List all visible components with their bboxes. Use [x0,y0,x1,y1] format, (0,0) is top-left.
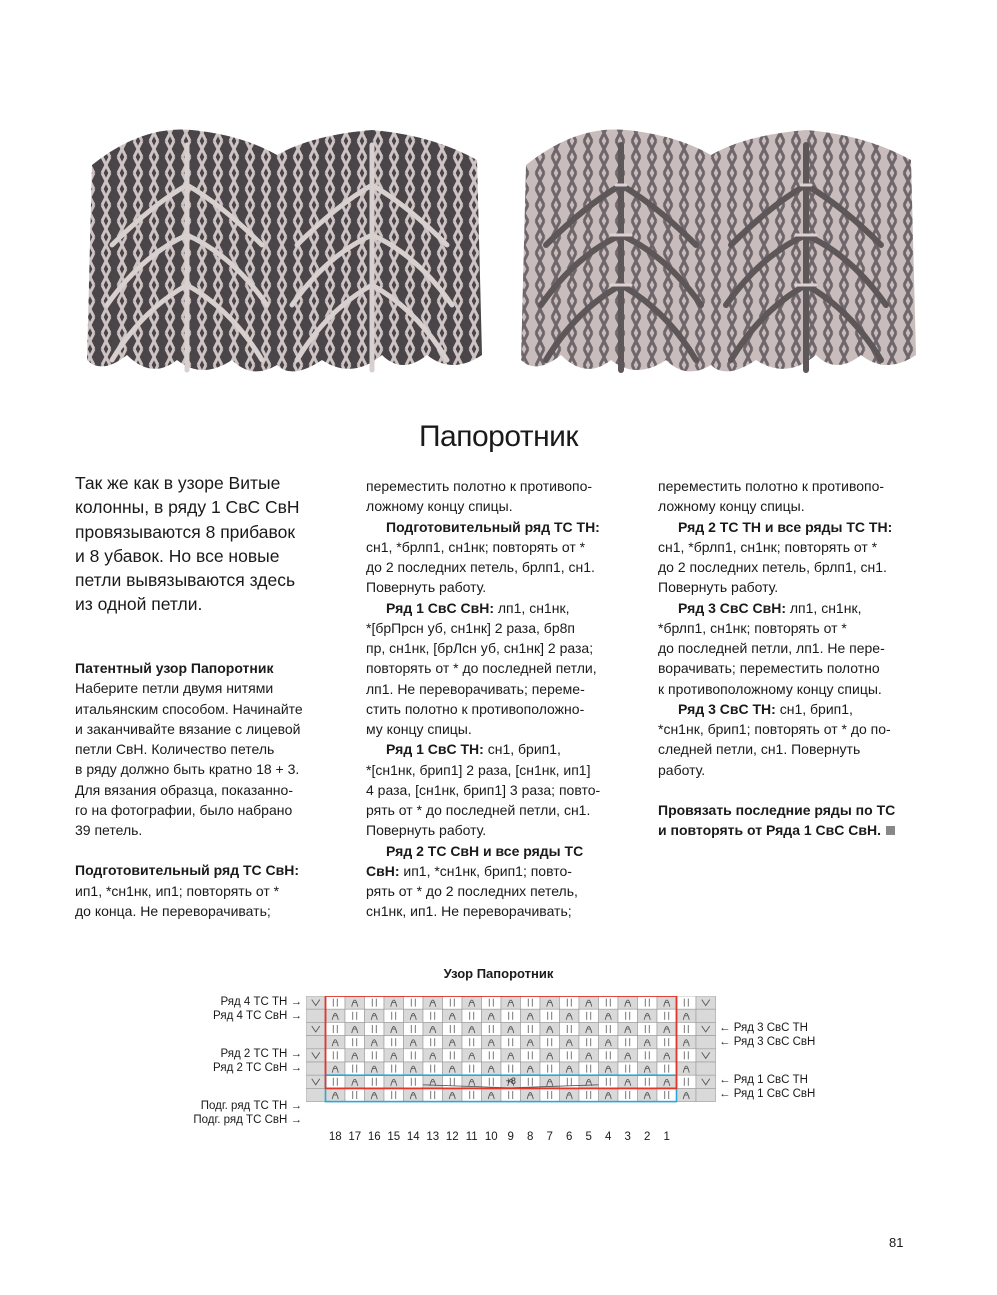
swatch-photo-left [82,125,490,390]
chart-cell [365,1022,385,1035]
chart-cell [443,996,463,1009]
chart-cell [599,1022,619,1035]
chart-cell [677,1022,697,1035]
chart-cell [443,1049,463,1062]
row-label: Ряд 2 ТС ТН → [220,1048,302,1060]
chart-cell [579,1062,599,1075]
chart-cell [404,1075,424,1088]
chart-cell [521,1075,541,1088]
intro-text: Так же как в узоре Витые колонны, в ряду 1 СвС СвН провязываются 8 прибавок и 8 убавок. Но все новые петли вывязываются здесь из одной петли. [75,473,300,615]
chart-cell [423,1009,443,1022]
chart-cell [326,1049,346,1062]
chart-cell [696,996,716,1009]
row-label: Подг. ряд ТС СвН → [193,1114,302,1126]
swatch-photo-right [516,125,924,390]
chart-cell [306,1022,326,1035]
chart-cell [365,1049,385,1062]
chart-cell [657,1062,677,1075]
chart-cell [599,996,619,1009]
row-label: ← Ряд 1 СвС СвН [719,1088,816,1100]
chart-cell [306,1009,326,1022]
chart-cell [638,1022,658,1035]
chart-cell [462,1062,482,1075]
chart-cell [306,1062,326,1075]
step-heading: Подготовительный ряд ТС ТН: [386,518,600,535]
chart-cell [423,1088,443,1101]
row-label: ← Ряд 3 СвС СвН [719,1036,816,1048]
column-number: 16 [367,1131,381,1143]
chart-cell [423,1036,443,1049]
chart-cell [638,1075,658,1088]
row-label: Ряд 2 ТС СвН → [213,1062,302,1074]
column-number: 7 [546,1131,553,1143]
chart-cell [482,1075,502,1088]
column-number: 13 [426,1131,440,1143]
chart-cell [696,1088,716,1101]
chart-cell [423,1062,443,1075]
step-heading: Ряд 2 ТС ТН и все ряды ТС ТН: [678,518,893,535]
chart-cell [501,1036,521,1049]
chart-cell [579,1088,599,1101]
stitch-chart [306,996,716,1128]
step-heading: Ряд 1 СвС СвН: [386,599,494,616]
chart-cell [657,1036,677,1049]
chart-cell [306,1036,326,1049]
column-number: 5 [585,1131,592,1143]
chart-cell [345,1009,365,1022]
column-number: 8 [527,1131,534,1143]
chart-cell [345,1062,365,1075]
column-number: 10 [484,1131,498,1143]
row-label: Подг. ряд ТС ТН → [200,1100,302,1112]
chart-cell [462,1088,482,1101]
column-number: 18 [328,1131,342,1143]
column-number: 17 [348,1131,362,1143]
chart-cell [326,996,346,1009]
chart-cell [501,1009,521,1022]
chart-cell [657,1009,677,1022]
chart-cell [404,996,424,1009]
chart-cell [306,1049,326,1062]
chart-cell [540,1062,560,1075]
chart-cell [482,1049,502,1062]
chart-cell [696,1062,716,1075]
chart-cell [365,1075,385,1088]
step-heading: Ряд 3 СвС СвН: [678,599,786,616]
chart-cell [384,1088,404,1101]
chart-cell [521,1022,541,1035]
instructions-column-2: переместить полотно к противопо- ложному концу спицы. Подготовительный ряд ТС ТН: сн1, *брлп1, сн1нк; повторять от * до 2 последних петель, брлп1, сн1. Повернуть работу. Ряд 1 СвС СвН: лп1, сн1нк, *[брПрсн уб, сн1нк] 2 раза, бр8п пр, сн1нк, [брЛсн уб, сн1нк] 2 раза; повторять от * до последней петли, лп1. Не переворачивать; переме- стить полотно к противоположно- му концу спицы. Ряд 1 СвС ТН: сн1, брип1, *[сн1нк, брип1] 2 раза, [сн1нк, ип1] 4 раза, [сн1нк, брип1] 3 раза; повто- рять от * до последней петли, сн1. Повернуть работу. Ряд 2 ТС СвН и все ряды ТС СвН: ип1, *сн1нк, брип1; повто- рять от * до 2 последних петель, сн1нк, ип1. Не переворачивать; [366,478,601,920]
step-heading: Подготовительный ряд ТС СвН: [75,862,300,879]
chart-cell [482,996,502,1009]
column-number: 14 [406,1131,420,1143]
chart-cell [696,1049,716,1062]
row-label: Ряд 4 ТС СвН → [213,1010,302,1022]
row-label: Ряд 4 ТС ТН → [220,996,302,1008]
chart-cell [326,1022,346,1035]
chart-cell [599,1049,619,1062]
chart-cell [404,1049,424,1062]
chart-cell [677,1075,697,1088]
chart-title: Узор Папоротник [443,966,554,981]
chart-cell [521,996,541,1009]
chart-cell [696,1036,716,1049]
chart-cell [365,996,385,1009]
chart-cell [384,1036,404,1049]
chart-cell [482,1022,502,1035]
chart-cell [501,1088,521,1101]
step-heading: Ряд 3 СвС ТН: [678,700,776,717]
chart-cell [579,1036,599,1049]
increase-label: +8 [505,1075,516,1086]
chart-cell [306,1075,326,1088]
chart-cell [696,1075,716,1088]
final-instruction: Провязать последние ряды по ТС [658,801,896,818]
chart-cell [345,1036,365,1049]
chart-cell [462,1009,482,1022]
chart-cell [696,1009,716,1022]
page-number: 81 [889,1235,904,1250]
column-number: 1 [663,1131,670,1143]
instructions-column-1: Патентный узор Папоротник Наберите петли двумя нитями итальянским способом. Начинайте и заканчивайте вязание с лицевой петли СвН. Количество петель в ряду должно быть кратно 18 + 3. Для вязания образца, показанно- го на фотографии, было набрано 39 петель. Подготовительный ряд ТС СвН: ип1, *сн1нк, ип1; повторять от * до конца. Не переворачивать; [75,660,303,919]
chart-cell [657,1088,677,1101]
chart-cell [306,1088,326,1101]
chart-cell [521,1049,541,1062]
row-label: ← Ряд 1 СвС ТН [719,1074,808,1086]
chart-cell [540,1009,560,1022]
chart-cell [677,1049,697,1062]
page-title: Папоротник [418,420,579,453]
chart-cell [560,996,580,1009]
column-number: 15 [387,1131,401,1143]
column-number: 11 [465,1131,478,1143]
chart-cell [696,1022,716,1035]
instructions-column-3: переместить полотно к противопо- ложному концу спицы. Ряд 2 ТС ТН и все ряды ТС ТН: сн1, *брлп1, сн1нк; повторять от * до 2 последних петель, брлп1, сн1. Повернуть работу. Ряд 3 СвС СвН: лп1, сн1нк, *брлп1, сн1нк; повторять от * до последней петли, лп1. Не пере- ворачивать; переместить полотно к противоположному концу спицы. Ряд 3 СвС ТН: сн1, брип1, *сн1нк, брип1; повторять от * до по- следней петли, сн1. Повернуть работу. Провязать последние ряды по ТС и повторять от Ряда 1 СвС СвН. [658,478,896,838]
chart-cell [560,1049,580,1062]
chart-cell [579,1009,599,1022]
chart-cell [599,1075,619,1088]
chart-cell [443,1022,463,1035]
column-number: 12 [445,1131,459,1143]
chart-cell [404,1022,424,1035]
chart-cell [618,1062,638,1075]
chart-cell [618,1088,638,1101]
step-heading: Ряд 2 ТС СвН и все ряды ТС [386,842,584,859]
chart-cell [540,1088,560,1101]
chart-cell [326,1075,346,1088]
chart-cell [306,996,326,1009]
chart-cell [345,1088,365,1101]
chart-cell [384,1062,404,1075]
end-square-icon [886,826,895,835]
column-number: 9 [507,1131,514,1143]
column-number: 6 [566,1131,573,1143]
column-number: 4 [605,1131,612,1143]
chart-cell [501,1062,521,1075]
chart-cell [677,996,697,1009]
chart-cell [384,1009,404,1022]
chart-cell [618,1009,638,1022]
chart-cell [560,1022,580,1035]
chart-cell [540,1036,560,1049]
chart-cell [638,996,658,1009]
step-heading: Ряд 1 СвС ТН: [386,741,484,758]
chart-cell [638,1049,658,1062]
row-label: ← Ряд 3 СвС ТН [719,1022,808,1034]
section-heading: Патентный узор Папоротник [75,660,274,676]
column-number: 3 [624,1131,631,1143]
column-number: 2 [644,1131,651,1143]
chart-cell [618,1036,638,1049]
chart-cell [462,1036,482,1049]
